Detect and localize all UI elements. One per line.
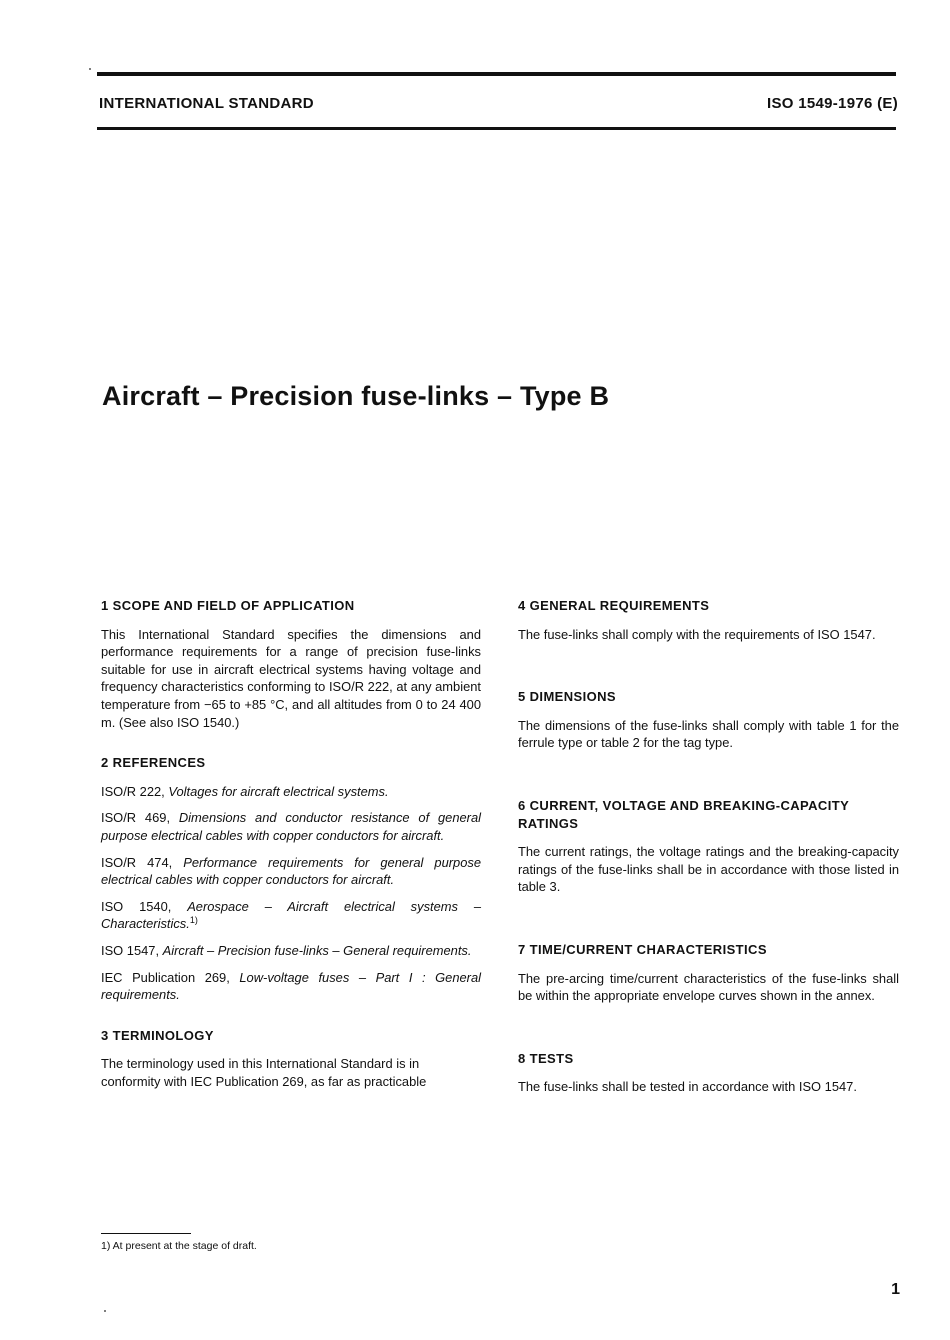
section-tests <box>518 1050 899 1096</box>
section-scope <box>101 597 481 731</box>
document-title: Aircraft – Precision fuse-links – Type B <box>102 381 610 411</box>
section-heading: 3 TERMINOLOGY <box>101 1027 214 1043</box>
section-terminology <box>101 1027 481 1091</box>
page-number: 1 <box>891 1281 900 1298</box>
standard-type-label: INTERNATIONAL STANDARD <box>99 95 314 112</box>
section-heading: 2 REFERENCES <box>101 755 206 771</box>
scan-speck <box>104 1310 106 1312</box>
section-heading: 8 TESTS <box>518 1050 574 1066</box>
footnote-rule <box>101 1233 191 1234</box>
reference-item: ISO 1540, Aerospace – Aircraft electrical systems – Characteristics.$^{1)}$ <box>101 898 481 932</box>
section-ratings <box>518 797 899 896</box>
section-body: The fuse-links shall be tested in accordance with ISO 1547. <box>518 1079 857 1095</box>
section-heading: 5 DIMENSIONS <box>518 689 616 705</box>
header-bottom-rule <box>97 127 896 130</box>
reference-item: ISO/R 474, Performance requirements for general purpose electrical cables with copper conductors for aircraft. <box>101 854 481 888</box>
reference-item: ISO/R 469, Dimensions and conductor resistance of general purpose electrical cables with copper conductors for aircraft. <box>101 810 481 843</box>
left-column <box>101 597 481 1090</box>
standard-number: ISO 1549-1976 (E) <box>766 95 898 112</box>
section-references <box>101 754 481 1004</box>
footnote: 1) At present at the stage of draft. <box>101 1240 257 1252</box>
header-top-rule <box>97 72 896 76</box>
right-column <box>518 597 899 1096</box>
section-general-requirements <box>518 597 899 643</box>
section-heading: 6 CURRENT, VOLTAGE AND BREAKING-CAPACITY RATINGS <box>518 797 849 831</box>
footnote-marker: 1) <box>189 915 198 926</box>
section-heading: 7 TIME/CURRENT CHARACTERISTICS <box>518 941 767 957</box>
section-heading: 4 GENERAL REQUIREMENTS <box>518 598 710 613</box>
section-body: This International Standard specifies the dimensions and performance requirements for a range of precision fuse-links suitable for use in aircraft electrical systems having voltage and frequency characteristics conforming to ISO/R 222, at any ambient temperature from −65 to +85 °C, and all altitudes from 0 to 24 400 m. (See also ISO 1540.) <box>101 626 481 730</box>
section-body: The current ratings, the voltage ratings and the breaking-capacity ratings of the fuse-links shall be in accordance with those listed in table 3. <box>518 844 899 895</box>
section-dimensions <box>518 688 899 752</box>
scan-speck <box>89 68 91 70</box>
section-heading: 1 SCOPE AND FIELD OF APPLICATION <box>101 598 355 613</box>
reference-item: IEC Publication 269, Low-voltage fuses – Part I : General requirements. <box>101 969 481 1003</box>
section-body: The pre-arcing time/current characteristics of the fuse-links shall be within the appropriate envelope curves shown in the annex. <box>518 970 899 1004</box>
reference-item: ISO 1547, Aircraft – Precision fuse-links – General requirements. <box>101 942 472 958</box>
reference-item: ISO/R 222, Voltages for aircraft electrical systems. <box>101 783 389 799</box>
section-body: The terminology used in this International Standard is in conformity with IEC Publication 269, as far as practicable <box>101 1056 427 1089</box>
reference-list <box>101 783 481 1004</box>
section-body: The dimensions of the fuse-links shall comply with table 1 for the ferrule type or table 2 for the tag type. <box>518 717 899 751</box>
section-time-current <box>518 941 899 1005</box>
section-body: The fuse-links shall comply with the requirements of ISO 1547. <box>518 626 876 642</box>
